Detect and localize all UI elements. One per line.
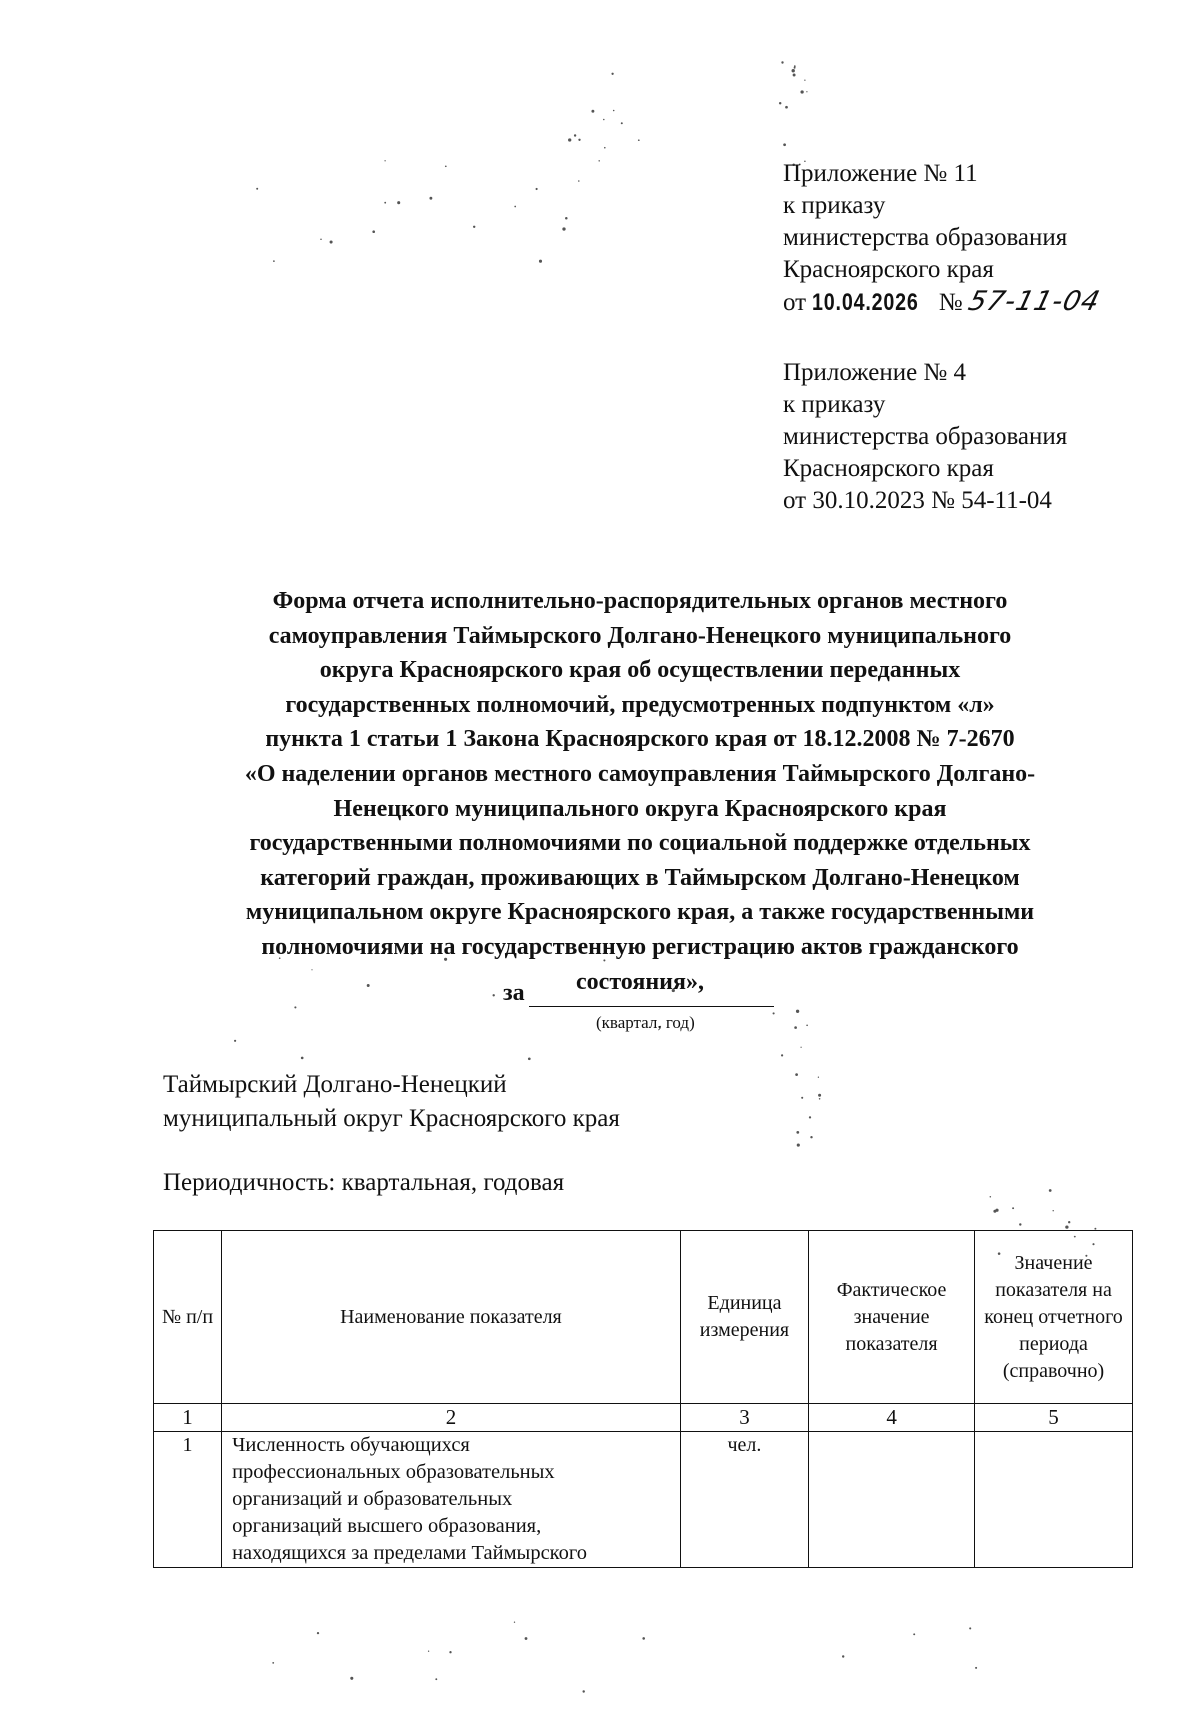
scan-speck	[273, 260, 275, 262]
period-prefix: за	[503, 980, 525, 1006]
period-hint: (квартал, год)	[596, 1013, 695, 1032]
scan-speck	[806, 91, 807, 92]
appendix-previous-line2: к приказу	[783, 391, 886, 418]
scan-speck	[969, 1627, 971, 1629]
appendix-current-line1: Приложение № 11	[783, 160, 978, 187]
scan-speck	[528, 1057, 531, 1060]
appendix-current-line4: Красноярского края	[783, 256, 994, 283]
scan-speck	[397, 201, 400, 204]
title-line: категорий граждан, проживающих в Таймырском Долгано-Ненецком	[260, 864, 1020, 891]
scan-speck	[568, 138, 571, 141]
scan-speck	[294, 1006, 296, 1008]
scan-speck	[975, 1667, 977, 1669]
scan-speck	[796, 1131, 799, 1134]
appendix-current-line3: министерства образования	[783, 224, 1068, 251]
scan-speck	[384, 160, 385, 161]
scan-speck	[795, 1073, 798, 1076]
row-name-line: организаций высшего образования,	[232, 1515, 542, 1537]
scan-speck	[574, 134, 576, 136]
scan-speck	[1012, 1207, 1014, 1209]
scan-speck	[796, 1010, 799, 1013]
appendix-current-line2: к приказу	[783, 192, 886, 219]
scan-speck	[792, 69, 795, 72]
scan-speck	[810, 1136, 812, 1138]
scan-speck	[372, 230, 375, 233]
reporting-period-row	[503, 980, 774, 1007]
scan-speck	[428, 1651, 429, 1652]
indicators-table	[153, 1230, 1133, 1568]
header-fact: Фактическое значение показателя	[809, 1231, 975, 1404]
scan-speck	[473, 226, 475, 228]
header-name: Наименование показателя	[222, 1231, 681, 1404]
appendix-previous-line4: Красноярского края	[783, 455, 994, 482]
scan-speck	[842, 1655, 844, 1657]
scan-speck	[801, 1097, 803, 1099]
scan-speck	[445, 165, 447, 167]
scan-speck	[234, 1040, 236, 1042]
number-sign: №	[938, 289, 963, 316]
organization-line2: муниципальный округ Красноярского края	[163, 1105, 620, 1132]
row-name	[222, 1432, 681, 1568]
column-number: 3	[680, 1404, 808, 1432]
title-line: муниципальном округе Красноярского края, а также государственными	[245, 899, 1035, 926]
row-name-line: профессиональных образовательных	[232, 1461, 555, 1483]
scan-speck	[539, 260, 542, 263]
scan-speck	[783, 143, 786, 146]
scan-speck	[818, 1077, 819, 1078]
scan-speck	[621, 122, 623, 124]
scan-speck	[578, 139, 580, 141]
row-name-line: организаций и образовательных	[232, 1488, 513, 1510]
scan-speck	[806, 1024, 808, 1026]
table-header-row	[154, 1231, 1133, 1404]
row-num: 1	[154, 1432, 222, 1568]
scan-speck	[429, 197, 432, 200]
header-ref: Значение показателя на конец отчетного периода (справочно)	[975, 1231, 1133, 1404]
scan-speck	[642, 1637, 645, 1640]
column-number-row	[154, 1404, 1133, 1432]
scan-speck	[794, 67, 796, 69]
scan-speck	[638, 139, 640, 141]
scan-speck	[800, 90, 803, 93]
title-line: округа Красноярского края об осуществлении переданных	[319, 657, 961, 684]
scan-speck	[1053, 1210, 1054, 1211]
scan-speck	[779, 102, 781, 104]
scan-speck	[578, 180, 580, 182]
scan-speck	[256, 188, 258, 190]
table-row	[154, 1432, 1133, 1568]
appendix-previous-line3: министерства образования	[783, 423, 1068, 450]
scan-speck	[330, 240, 333, 243]
title-line: Ненецкого муниципального округа Красноярского края	[333, 795, 947, 822]
scan-speck	[317, 1632, 319, 1634]
appendix-current-date-line	[783, 286, 1163, 319]
scan-speck	[435, 1678, 437, 1680]
stamped-date: 10.04.2026	[812, 289, 920, 316]
scan-speck	[809, 1116, 811, 1118]
scan-speck	[797, 1144, 800, 1147]
title-line: пункта 1 статьи 1 Закона Красноярского края от 18.12.2008 № 7-2670	[265, 726, 1015, 753]
organization-name	[163, 1068, 620, 1136]
title-line: состояния»,	[576, 968, 704, 995]
scan-speck	[990, 1196, 992, 1198]
date-prefix: от	[783, 289, 807, 316]
scan-speck	[1065, 1225, 1068, 1228]
period-blank-field[interactable]	[529, 980, 774, 1007]
scan-speck	[785, 106, 788, 109]
scan-speck	[781, 1054, 783, 1056]
title-line: Форма отчета исполнительно-распорядительных органов местного	[272, 588, 1008, 614]
title-line: «О наделении органов местного самоуправления Таймырского Долгано-	[244, 760, 1036, 787]
scan-speck	[514, 206, 516, 208]
appendix-previous	[783, 357, 1163, 517]
scan-speck	[536, 188, 538, 190]
header-num: № п/п	[154, 1231, 222, 1404]
scan-speck	[525, 1637, 528, 1640]
row-name-line: находящихся за пределами Таймырского	[232, 1542, 587, 1564]
form-title	[150, 584, 1130, 999]
scan-speck	[773, 1012, 775, 1014]
scan-speck	[384, 202, 386, 204]
scan-speck	[272, 1662, 274, 1664]
scan-speck	[1019, 1223, 1021, 1225]
scan-speck	[1068, 1221, 1070, 1223]
scan-speck	[565, 217, 568, 220]
scan-speck	[301, 1057, 304, 1060]
scan-speck	[604, 147, 606, 149]
row-fact-value[interactable]	[809, 1432, 975, 1568]
title-line: государственных полномочий, предусмотренных подпунктом «л»	[285, 691, 995, 718]
title-line: полномочиями на государственную регистрацию актов гражданского	[261, 933, 1019, 960]
scan-speck	[603, 119, 605, 121]
row-name-line: Численность обучающихся	[232, 1434, 470, 1456]
scan-speck	[611, 73, 613, 75]
scan-speck	[800, 1047, 801, 1048]
column-number: 4	[809, 1404, 975, 1432]
scan-speck	[613, 110, 615, 112]
appendix-previous-line5: от 30.10.2023 № 54-11-04	[783, 487, 1052, 514]
appendix-previous-line1: Приложение № 4	[783, 359, 967, 386]
organization-line1: Таймырский Долгано-Ненецкий	[163, 1071, 507, 1098]
scan-speck	[1049, 1189, 1052, 1192]
scan-speck	[995, 1209, 998, 1212]
scan-speck	[804, 80, 805, 81]
title-line: самоуправления Таймырского Долгано-Ненецкого муниципального	[268, 622, 1012, 649]
scan-speck	[562, 227, 565, 230]
row-ref-value[interactable]	[975, 1432, 1133, 1568]
scan-speck	[913, 1633, 915, 1635]
handwritten-order-number: 57-11-04	[965, 286, 1104, 317]
row-unit: чел.	[680, 1432, 808, 1568]
scan-speck	[819, 1098, 821, 1100]
appendix-current	[783, 158, 1163, 319]
scan-speck	[582, 1690, 584, 1692]
column-number: 2	[222, 1404, 681, 1432]
scan-speck	[449, 1651, 451, 1653]
scan-speck	[320, 238, 322, 240]
column-number: 1	[154, 1404, 222, 1432]
scan-speck	[591, 110, 594, 113]
periodicity: Периодичность: квартальная, годовая	[163, 1169, 565, 1196]
scan-speck	[794, 1026, 797, 1029]
scan-speck	[598, 160, 599, 161]
scan-speck	[350, 1677, 353, 1680]
scan-speck	[781, 61, 783, 63]
scan-speck	[793, 74, 796, 77]
title-line: государственными полномочиями по социальной поддержке отдельных	[249, 830, 1031, 857]
scan-speck	[514, 1622, 515, 1623]
column-number: 5	[975, 1404, 1133, 1432]
scan-speck	[818, 1094, 821, 1097]
header-unit: Единица измерения	[680, 1231, 808, 1404]
